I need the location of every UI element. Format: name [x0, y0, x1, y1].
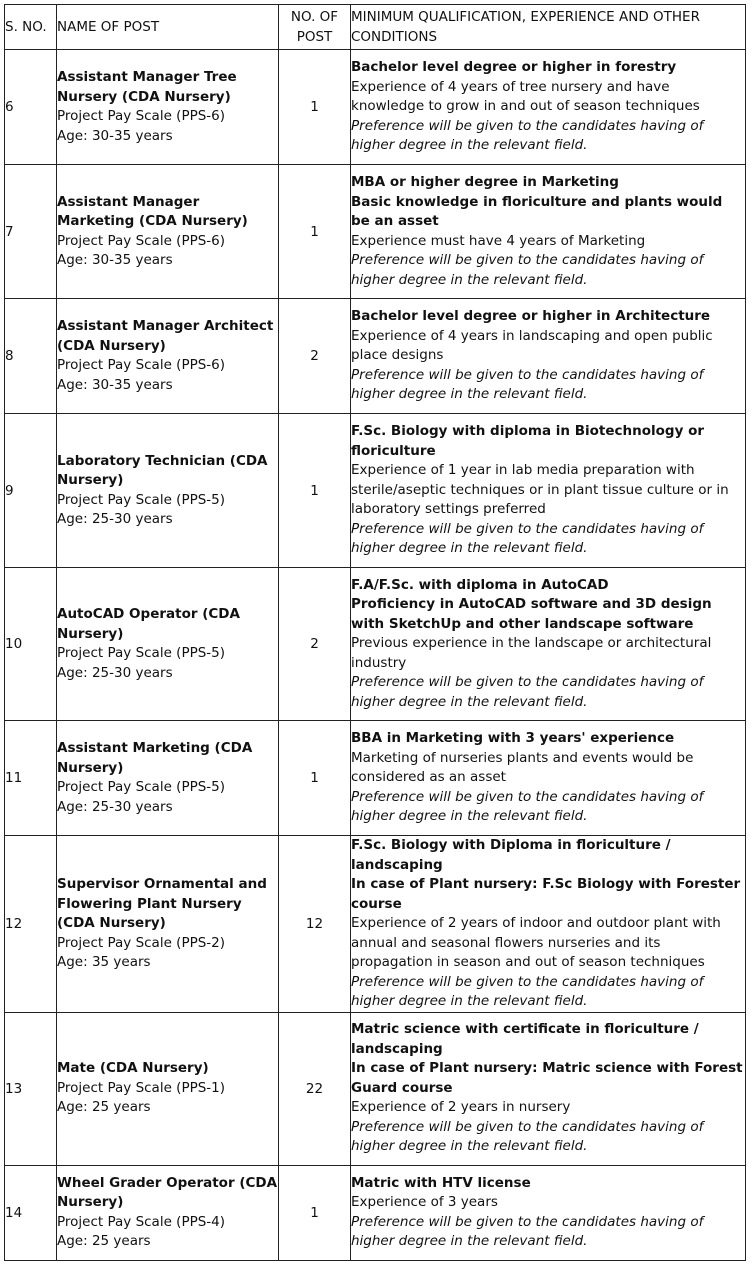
qualification-bold: Proficiency in AutoCAD software and 3D design with SketchUp and other landscape software: [351, 596, 712, 632]
table-row: [5, 414, 746, 568]
number-of-posts: 22: [279, 1012, 351, 1165]
preference-note: Preference will be given to the candidates having of higher degree in the relevant field.: [351, 520, 704, 557]
post-cell: [57, 721, 279, 836]
table-row: [5, 1012, 746, 1165]
number-of-posts: 2: [279, 568, 351, 721]
conditions-cell: [351, 836, 746, 1013]
pay-scale: Project Pay Scale (PPS-5): [57, 779, 226, 795]
post-cell: [57, 414, 279, 568]
post-title: Assistant Manager Marketing (CDA Nursery): [57, 193, 248, 229]
qualification-bold: Bachelor level degree or higher in Architecture: [351, 308, 711, 325]
age-limit: Age: 25-30 years: [57, 798, 173, 815]
table-row: [5, 1165, 746, 1260]
table-body: [5, 50, 746, 1261]
table-row: [5, 721, 746, 836]
pay-scale: Project Pay Scale (PPS-4): [57, 1213, 226, 1230]
table-row: [5, 50, 746, 165]
number-of-posts: 1: [279, 414, 351, 568]
pay-scale: Project Pay Scale (PPS-6): [57, 108, 226, 124]
serial-number: 10: [5, 568, 57, 721]
experience-text: Experience of 2 years of indoor and outdoor plant with annual and seasonal flowers nurseries and its propagation in season and out of season techniques: [351, 915, 721, 970]
header-name-of-post: NAME OF POST: [57, 5, 279, 50]
qualification-bold: F.Sc. Biology with Diploma in floriculture / landscaping: [351, 837, 671, 873]
number-of-posts: 1: [279, 1165, 351, 1260]
qualification-bold: Bachelor level degree or higher in forestry: [351, 59, 677, 76]
post-cell: [57, 165, 279, 299]
post-title: Laboratory Technician (CDA Nursery): [57, 452, 268, 488]
conditions-cell: [351, 568, 746, 721]
experience-text: Previous experience in the landscape or architectural industry: [351, 635, 712, 671]
serial-number: 11: [5, 721, 57, 836]
conditions-cell: [351, 165, 746, 299]
pay-scale: Project Pay Scale (PPS-1): [57, 1079, 226, 1096]
serial-number: 9: [5, 414, 57, 568]
conditions-cell: [351, 50, 746, 165]
number-of-posts: 1: [279, 165, 351, 299]
experience-text: Experience must have 4 years of Marketing: [351, 232, 646, 249]
serial-number: 14: [5, 1165, 57, 1260]
age-limit: Age: 30-35 years: [57, 252, 173, 268]
preference-note: Preference will be given to the candidates having of higher degree in the relevant field.: [351, 788, 704, 825]
post-title: Assistant Marketing (CDA Nursery): [57, 740, 253, 776]
post-title: Assistant Manager Architect (CDA Nursery): [57, 318, 274, 354]
post-cell: [57, 1165, 279, 1260]
qualification-bold: BBA in Marketing with 3 years' experience: [351, 730, 675, 747]
experience-text: Experience of 3 years: [351, 1194, 498, 1210]
header-row: [5, 5, 746, 50]
preference-note: Preference will be given to the candidates having of higher degree in the relevant field.: [351, 252, 704, 288]
post-cell: [57, 299, 279, 414]
post-cell: [57, 50, 279, 165]
conditions-cell: [351, 299, 746, 414]
preference-note: Preference will be given to the candidates having of higher degree in the relevant field.: [351, 1118, 704, 1155]
post-title: Wheel Grader Operator (CDA Nursery): [57, 1174, 278, 1210]
serial-number: 6: [5, 50, 57, 165]
experience-text: Experience of 4 years of tree nursery and have knowledge to grow in and out of season techniques: [351, 78, 700, 115]
posts-table: [4, 4, 746, 1261]
pay-scale: Project Pay Scale (PPS-5): [57, 645, 226, 661]
post-title: Mate (CDA Nursery): [57, 1060, 209, 1077]
table-row: [5, 165, 746, 299]
preference-note: Preference will be given to the candidates having of higher degree in the relevant field.: [351, 1213, 704, 1249]
header-sno: S. NO.: [5, 5, 57, 50]
header-conditions: MINIMUM QUALIFICATION, EXPERIENCE AND OTHER CONDITIONS: [351, 5, 746, 50]
experience-text: Experience of 1 year in lab media preparation with sterile/aseptic techniques or in plant tissue culture or in laboratory settings preferred: [351, 462, 729, 518]
preference-note: Preference will be given to the candidates having of higher degree in the relevant field.: [351, 973, 704, 1009]
pay-scale: Project Pay Scale (PPS-2): [57, 934, 226, 951]
serial-number: 12: [5, 836, 57, 1013]
number-of-posts: 1: [279, 721, 351, 836]
table-row: [5, 568, 746, 721]
number-of-posts: 1: [279, 50, 351, 165]
experience-text: Experience of 2 years in nursery: [351, 1099, 571, 1116]
post-cell: [57, 1012, 279, 1165]
serial-number: 13: [5, 1012, 57, 1165]
conditions-cell: [351, 1012, 746, 1165]
header-no-of-post: NO. OF POST: [279, 5, 351, 50]
age-limit: Age: 30-35 years: [57, 376, 173, 393]
qualification-bold: F.A/F.Sc. with diploma in AutoCAD: [351, 576, 609, 593]
qualification-bold: In case of Plant nursery: F.Sc Biology with Forester course: [351, 876, 741, 912]
preference-note: Preference will be given to the candidates having of higher degree in the relevant field.: [351, 117, 704, 154]
qualification-bold: In case of Plant nursery: Matric science with Forest Guard course: [351, 1060, 743, 1096]
qualification-bold: Matric science with certificate in floriculture / landscaping: [351, 1021, 699, 1057]
post-title: AutoCAD Operator (CDA Nursery): [57, 606, 240, 642]
pay-scale: Project Pay Scale (PPS-6): [57, 357, 226, 373]
preference-note: Preference will be given to the candidates having of higher degree in the relevant field.: [351, 366, 704, 403]
post-cell: [57, 568, 279, 721]
table-row: [5, 836, 746, 1013]
post-title: Assistant Manager Tree Nursery (CDA Nursery): [57, 69, 237, 105]
post-cell: [57, 836, 279, 1013]
number-of-posts: 12: [279, 836, 351, 1013]
table-row: [5, 299, 746, 414]
number-of-posts: 2: [279, 299, 351, 414]
serial-number: 8: [5, 299, 57, 414]
age-limit: Age: 25-30 years: [57, 664, 173, 681]
qualification-bold: MBA or higher degree in Marketing: [351, 174, 619, 190]
pay-scale: Project Pay Scale (PPS-5): [57, 491, 226, 508]
serial-number: 7: [5, 165, 57, 299]
qualification-bold: Basic knowledge in floriculture and plants would be an asset: [351, 193, 723, 229]
age-limit: Age: 25 years: [57, 1233, 151, 1249]
preference-note: Preference will be given to the candidates having of higher degree in the relevant field.: [351, 674, 704, 710]
age-limit: Age: 35 years: [57, 954, 151, 970]
age-limit: Age: 25 years: [57, 1099, 151, 1116]
conditions-cell: [351, 1165, 746, 1260]
age-limit: Age: 25-30 years: [57, 511, 173, 527]
conditions-cell: [351, 414, 746, 568]
pay-scale: Project Pay Scale (PPS-6): [57, 232, 226, 249]
experience-text: Marketing of nurseries plants and events would be considered as an asset: [351, 749, 694, 786]
conditions-cell: [351, 721, 746, 836]
age-limit: Age: 30-35 years: [57, 127, 173, 144]
post-title: Supervisor Ornamental and Flowering Plant Nursery (CDA Nursery): [57, 876, 267, 931]
qualification-bold: F.Sc. Biology with diploma in Biotechnology or floriculture: [351, 423, 705, 459]
experience-text: Experience of 4 years in landscaping and open public place designs: [351, 327, 713, 364]
qualification-bold: Matric with HTV license: [351, 1174, 531, 1191]
